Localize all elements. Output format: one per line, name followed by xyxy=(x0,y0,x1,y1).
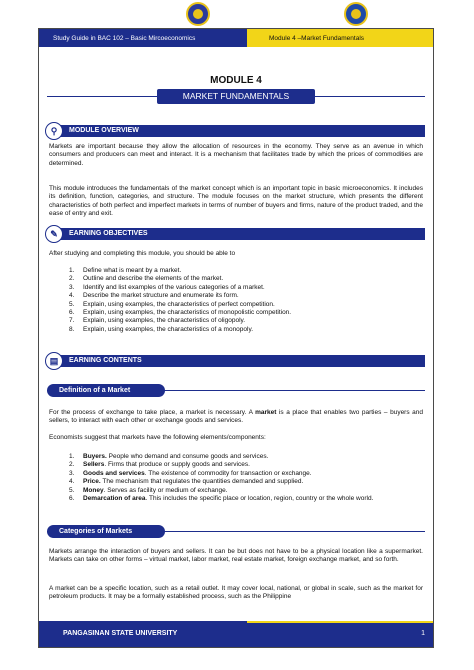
list-item xyxy=(69,301,425,309)
term-desc: . The existence of commodity for transaction or exchange. xyxy=(144,469,312,477)
list-text: Explain, using examples, the characteristics of a monopoly. xyxy=(83,325,254,333)
list-number: 6. xyxy=(69,495,75,503)
list-number: 8. xyxy=(69,325,75,333)
list-text xyxy=(83,495,425,503)
document-page xyxy=(38,28,434,648)
list-item xyxy=(69,461,425,469)
book-icon: ▤ xyxy=(45,352,63,370)
text-run: is a place that enables two parties – buyers and sellers, to interact with each other or exchange goods and services. xyxy=(49,409,423,425)
list-text: Outline and describe the elements of the market. xyxy=(83,275,224,283)
list-text: Describe the market structure and enumerate its form. xyxy=(83,292,239,300)
section-label: EARNING OBJECTIVES xyxy=(69,230,148,237)
term: Goods and services xyxy=(83,469,145,477)
section-label: EARNING CONTENTS xyxy=(69,357,142,364)
list-number: 4. xyxy=(69,478,75,486)
header-logos xyxy=(0,2,474,26)
list-item xyxy=(69,470,425,478)
text-run: For the process of exchange to take place, a market is necessary. A xyxy=(49,409,256,416)
list-item xyxy=(69,453,425,461)
list-text xyxy=(83,478,425,486)
list-item xyxy=(69,309,425,317)
term: Sellers xyxy=(83,461,105,469)
list-item xyxy=(69,275,425,283)
list-number: 3. xyxy=(69,469,75,477)
list-text xyxy=(83,453,425,461)
elements-list xyxy=(69,453,425,503)
list-text xyxy=(83,470,425,478)
term: Buyers. xyxy=(83,453,107,460)
magnifier-icon: ⚲ xyxy=(45,122,63,140)
header-course: Study Guide in BAC 102 – Basic Mircoeconomics xyxy=(39,29,247,47)
list-number: 2. xyxy=(69,275,75,283)
list-item xyxy=(69,495,425,503)
list-text xyxy=(83,461,425,469)
definition-heading: Definition of a Market xyxy=(47,384,165,397)
section-module-overview xyxy=(47,125,425,137)
term: Money xyxy=(83,486,104,494)
term-desc: . This includes the specific place or location, region, country or the whole world. xyxy=(145,495,374,503)
section-learning-objectives xyxy=(47,228,425,240)
categories-heading: Categories of Markets xyxy=(47,525,165,538)
list-text: Explain, using examples, the characteristics of oligopoly. xyxy=(83,317,246,325)
page-footer xyxy=(39,621,433,647)
overview-paragraph-1: Markets are important because they allow the allocation of resources in the economy. They serve as an avenue in which consumers and producers can meet and interact. It is a mechanism that facilitates trade by which the prices of commodities are determined. xyxy=(49,143,423,167)
list-item xyxy=(69,487,425,495)
header-module: Module 4 –Market Fundamentals xyxy=(247,29,433,47)
term: Price. xyxy=(83,478,101,486)
objectives-list xyxy=(69,267,425,334)
term-desc: . Firms that produce or supply goods and services. xyxy=(104,461,250,469)
overview-paragraph-2: This module introduces the fundamentals of the market concept which is an important topic in basic microeconomics. It includes its definition, function, categories, and structure. The module focuses on the market structure, which presents the different characteristics of both perfect and imperfect markets in terms of number of buyers and firms, nature of the product traded, and the ease of entry and exit. xyxy=(49,185,423,218)
term-market: market xyxy=(255,409,277,416)
categories-paragraph-2: A market can be a specific location, such as a retail outlet. It may cover local, national, or global in scale, such as the market for petroleum products. It may be a formally established process, such as the Philippine xyxy=(49,585,423,601)
definition-paragraph-1 xyxy=(49,409,423,426)
list-text: Identify and list examples of the various categories of a market. xyxy=(83,283,265,291)
university-seal-icon xyxy=(186,2,210,26)
term: Demarcation of area xyxy=(83,495,146,503)
definition-paragraph-2: Economists suggest that markets have the following elements/components: xyxy=(49,434,266,441)
list-text: Explain, using examples, the characteristics of perfect competition. xyxy=(83,300,275,308)
term-desc: . Serves as facility or medium of exchange. xyxy=(103,486,228,494)
pencil-icon: ✎ xyxy=(45,225,63,243)
list-number: 1. xyxy=(69,267,75,274)
list-number: 2. xyxy=(69,461,75,469)
list-item xyxy=(69,292,425,300)
objectives-intro: After studying and completing this module, you should be able to xyxy=(49,250,236,257)
list-number: 6. xyxy=(69,309,75,317)
term-desc: The mechanism that regulates the quantities demanded and supplied. xyxy=(100,478,304,486)
list-text: Explain, using examples, the characteristics of monopolistic competition. xyxy=(83,309,292,317)
module-title: MODULE 4 xyxy=(210,75,262,86)
page-number: 1 xyxy=(421,630,425,637)
list-item xyxy=(69,284,425,292)
list-item xyxy=(69,267,425,275)
list-number: 5. xyxy=(69,486,75,494)
categories-paragraph-1: Markets arrange the interaction of buyers and sellers. It can be but does not have to be a physical location like a supermarket. Markets can take on other forms – virtual market, labor market, real estate market, foreign exchange market, and so forth. xyxy=(49,548,423,564)
list-number: 7. xyxy=(69,317,75,325)
list-item xyxy=(69,317,425,325)
section-learning-contents xyxy=(47,355,425,367)
list-number: 3. xyxy=(69,283,75,291)
list-text xyxy=(83,487,425,495)
page-header xyxy=(39,29,433,47)
term-desc: People who demand and consume goods and services. xyxy=(106,453,269,460)
list-item xyxy=(69,326,425,334)
footer-accent xyxy=(247,621,433,623)
list-number: 5. xyxy=(69,300,75,308)
section-label: MODULE OVERVIEW xyxy=(69,127,139,134)
footer-university: PANGASINAN STATE UNIVERSITY xyxy=(63,630,178,637)
list-number: 1. xyxy=(69,453,75,460)
college-seal-icon xyxy=(344,2,368,26)
module-banner: MARKET FUNDAMENTALS xyxy=(157,89,315,104)
list-text: Define what is meant by a market. xyxy=(83,267,182,274)
list-number: 4. xyxy=(69,292,75,300)
list-item xyxy=(69,478,425,486)
